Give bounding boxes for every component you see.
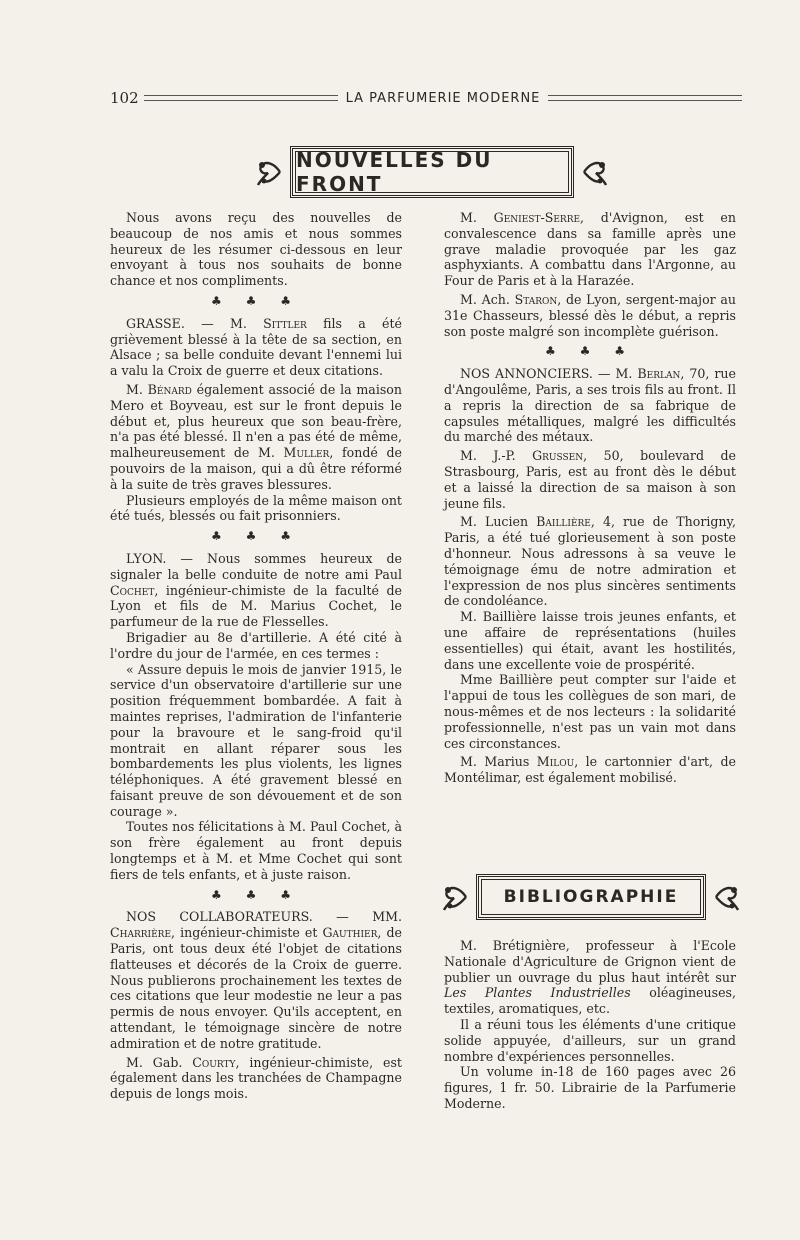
text-run: , 70, rue d'Angoulême, Paris, a ses trois fils au front. Il a repris la direction de sa fabrique de capsules métalliques, malgré les difficultés du marché des métaux. — [444, 366, 736, 445]
text-run: , ingénieur-chimiste de la faculté de Lyon et fils de M. Marius Cochet, le parfumeur de la rue de Flesselles. — [110, 582, 402, 630]
annonciers-paragraph-6 — [444, 754, 736, 786]
left-column — [110, 210, 402, 1102]
header-rule-right — [548, 95, 742, 101]
intro-paragraph: Nous avons reçu des nouvelles de beaucoup de nos amis et nous sommes heureux de les résumer ci-dessous en leur envoyant à tous nos souhaits de bonne chance et nos compliments. — [110, 210, 402, 289]
person-name: Courty — [192, 1054, 236, 1070]
person-name: Milou — [536, 754, 575, 770]
text-run: , ingénieur-chimiste et — [171, 925, 323, 941]
text-run: M. — [126, 381, 148, 397]
text-run: M. Lucien — [460, 514, 537, 530]
bibliography-paragraph-1 — [444, 938, 736, 1017]
section-separator: ♣ ♣ ♣ — [211, 529, 301, 544]
lyon-paragraph-2: Brigadier au 8e d'artillerie. A été cité à l'ordre du jour de l'armée, en ces termes : — [110, 629, 402, 661]
text-run: , 4, rue de Thorigny, Paris, a été tué glorieusement à son poste d'honneur. Nous adressons à sa veuve le témoignage ému de notre admiration et l'expression de nos plus sincères sentiments de condoléance. — [444, 514, 736, 609]
lyon-paragraph-1 — [110, 551, 402, 630]
text-run: , de Lyon, sergent-major au 31e Chasseurs, blessé dès le début, a repris son poste malgré son incomplète guérison. — [444, 291, 736, 339]
annonciers-paragraph-2 — [444, 448, 736, 511]
annonciers-paragraph-5: Mme Baillière peut compter sur l'aide et l'appui de tous les collègues de son mari, de nous-mêmes et de nos lecteurs : la solidarité professionnelle, n'est pas un vain mot dans ces circonstances. — [444, 672, 736, 751]
text-run: également associé de la maison Mero et Boyveau, est sur le front depuis le début et, plus heureux que son beau-frère, n'a pas été blessé. Il n'en a pas été de même, malheureusement de M. — [110, 381, 402, 461]
text-run: fils a été grièvement blessé à la tête de sa section, en Alsace ; sa belle conduite devant l'ennemi lui a valu la Croix de guerre et deux citations. — [110, 315, 402, 379]
person-name: Baillière — [536, 514, 591, 530]
fleuron-right-icon — [580, 155, 610, 189]
person-name: Charrière — [110, 925, 172, 941]
text-run: GRASSE. — M. — [126, 315, 264, 331]
header-rule-left — [144, 95, 338, 101]
text-run: NOS ANNONCIERS. — M. — [460, 366, 638, 382]
section-separator: ♣ ♣ ♣ — [545, 344, 635, 359]
bibliography-paragraph-3: Un volume in-18 de 160 pages avec 26 figures, 1 fr. 50. Librairie de la Parfumerie Moderne. — [444, 1064, 736, 1111]
right-column — [444, 210, 736, 786]
journal-title: LA PARFUMERIE MODERNE — [345, 90, 541, 106]
person-name: Cochet — [110, 582, 155, 598]
text-run: M. Brétignière, professeur à l'Ecole Nationale d'Agriculture de Grignon vient de publier un ouvrage du plus haut intérêt sur — [444, 938, 736, 985]
section-banner-bibliography — [440, 874, 742, 920]
bibliography-paragraph-2: Il a réuni tous les éléments d'une critique solide appuyée, d'ailleurs, sur un grand nombre d'expériences personnelles. — [444, 1016, 736, 1064]
banner-frame — [290, 146, 574, 198]
text-run: oléagineuses, textiles, aromatiques, etc. — [444, 985, 736, 1017]
grasse-paragraph-1 — [110, 316, 402, 379]
banner-frame — [476, 874, 706, 920]
section-banner-front — [254, 146, 610, 198]
collab-paragraph-2 — [110, 1055, 402, 1102]
grasse-paragraph-2 — [110, 382, 402, 493]
news-paragraph-2 — [444, 292, 736, 339]
text-run: , le cartonnier d'art, de Montélimar, est également mobilisé. — [444, 754, 736, 786]
page-number: 102 — [110, 89, 139, 107]
annonciers-paragraph-1 — [444, 366, 736, 445]
person-name: Grussen — [532, 448, 584, 464]
text-run: , d'Avignon, est en convalescence dans sa famille après une grave maladie provoquée par les gaz asphyxiants. A combattu dans l'Argonne, au Four de Paris et à la Harazée. — [444, 210, 736, 289]
text-run: , 50, boulevard de Strasbourg, Paris, est au front dès le début et a laissé la direction de sa maison à son jeune fils. — [444, 448, 736, 511]
person-name: Staron — [514, 291, 558, 307]
text-run: , ingénieur-chimiste, est également dans les tranchées de Champagne depuis de longs mois. — [110, 1054, 402, 1102]
person-name: Gauthier — [322, 925, 378, 941]
lyon-paragraph-4: Toutes nos félicitations à M. Paul Cochet, à son frère également au front depuis longtemps et à M. et Mme Cochet qui sont fiers de tels enfants, et à juste raison. — [110, 819, 402, 882]
news-paragraph-1 — [444, 210, 736, 289]
text-run: LYON. — Nous sommes heureux de signaler la belle conduite de notre ami Paul — [110, 550, 402, 582]
text-run: , de Paris, ont tous deux été l'objet de citations flatteuses et décorés de la Croix de guerre. Nous publierons prochainement les textes de ces citations que leur modestie ne leur a pas permis de nous envoyer. Qu'ils acceptent, en attendant, le témoignage sincère de notre admiration et de notre gratitude. — [110, 925, 402, 1051]
fleuron-left-icon — [254, 155, 284, 189]
grasse-paragraph-3: Plusieurs employés de la même maison ont été tués, blessés ou fait prisonniers. — [110, 492, 402, 524]
person-name: Sittler — [263, 315, 307, 331]
text-run: NOS COLLABORATEURS. — MM. — [126, 909, 402, 925]
section-separator: ♣ ♣ ♣ — [211, 293, 301, 308]
text-run: M. — [460, 210, 494, 225]
fleuron-left-icon — [440, 880, 470, 914]
text-run: M. J.-P. — [460, 448, 533, 464]
person-name: Berlan — [637, 366, 681, 382]
text-run: , fondé de pouvoirs de la maison, qui a dû être réformé à la suite de très graves blessures. — [110, 445, 402, 492]
annonciers-paragraph-4: M. Baillière laisse trois jeunes enfants, et une affaire de représentations (huiles essentielles) qui était, avant les hostilités, dans une excellente voie de prospérité. — [444, 609, 736, 672]
section-separator: ♣ ♣ ♣ — [211, 887, 301, 902]
annonciers-paragraph-3 — [444, 514, 736, 609]
fleuron-right-icon — [712, 880, 742, 914]
banner-title: NOUVELLES DU FRONT — [295, 151, 569, 193]
person-name: Geniest-Serre — [493, 210, 581, 225]
text-run: M. Ach. — [460, 291, 515, 307]
collab-paragraph-1 — [110, 909, 402, 1051]
lyon-citation: « Assure depuis le mois de janvier 1915, le service d'un observatoire d'artillerie sur une position fréquemment bombardée. A fait à maintes reprises, l'admiration de l'infanterie pour la bravoure et le sang-froid qu'il montrait en allant réparer sous les bombardements les plus violents, les lignes téléphoniques. A été gravement blessé en faisant preuve de son dévouement et de son courage ». — [110, 661, 402, 819]
text-run: M. Marius — [460, 754, 537, 770]
text-run: M. Gab. — [126, 1054, 193, 1070]
banner-title: BIBLIOGRAPHIE — [481, 879, 701, 915]
person-name: Muller — [283, 445, 330, 461]
book-title: Les Plantes Industrielles — [444, 985, 631, 1001]
bibliography-column — [444, 938, 736, 1112]
running-header — [110, 88, 750, 108]
person-name: Bénard — [147, 381, 192, 397]
